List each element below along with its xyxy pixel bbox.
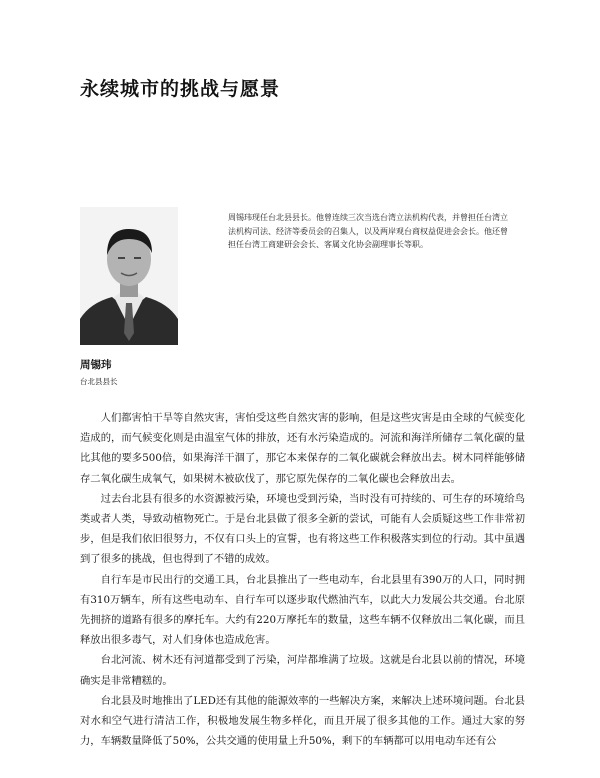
paragraph: 台北县及时地推出了LED还有其他的能源效率的一些解决方案，来解决上述环境问题。台北县对水和空气进行清洁工作，积极地发展生物多样化，而且开展了很多其他的工作。通过大家的努力，车辆数量降低了50%，公共交通的使用量上升50%，剩下的车辆都可以用电动车还有公 xyxy=(80,694,525,748)
paragraph: 人们都害怕干旱等自然灾害，害怕受这些自然灾害的影响，但是这些灾害是由全球的气候变化造成的，而气候变化则是由温室气体的排放，还有水污染造成的。河流和海洋所储存二氧化碳的量比其他的要多500倍，如果海洋干涸了，那它本来保存的二氧化碳就会释放出去。树木同样能够储存二氧化碳生成氧气，如果树木被砍伐了，那它原先保存的二氧化碳也会释放出去。 xyxy=(80,412,525,485)
author-photo xyxy=(80,207,178,345)
author-bio: 周锡玮现任台北县县长。他曾连续三次当选台湾立法机构代表，并曾担任台湾立法机构司法、经济等委员会的召集人，以及两岸观台商权益促进会会长。他还曾担任台湾工商建研会会长、客属文化协会副理事长等职。 xyxy=(228,213,508,250)
author-name: 周锡玮 xyxy=(80,359,112,371)
portrait-image xyxy=(80,207,178,345)
page-title: 永续城市的挑战与愿景 xyxy=(80,78,281,100)
author-position: 台北县县长 xyxy=(80,377,118,386)
paragraph: 自行车是市民出行的交通工具，台北县推出了一些电动车，台北县里有390万的人口，同时拥有310万辆车，所有这些电动车、自行车可以逐步取代燃油汽车，以此大力发展公共交通。台北原先拥挤的道路有很多的摩托车。大约有220万摩托车的数量，这些车辆不仅释放出二氧化碳，而且释放出很多毒气，对人们身体也造成危害。 xyxy=(80,573,525,647)
article-body xyxy=(80,408,525,751)
paragraph: 过去台北县有很多的水资源被污染，环境也受到污染，当时没有可持续的、可生存的环境给鸟类或者人类，导致动植物死亡。于是台北县做了很多全新的尝试，可能有人会质疑这些工作非常初步，但是我们依旧很努力，不仅有口头上的宣誓，也有将这些工作积极落实到位的行动。其中虽遇到了很多的挑战，但也得到了不错的成效。 xyxy=(80,492,525,566)
paragraph: 台北河流、树木还有河道都受到了污染，河岸都堆满了垃圾。这就是台北县以前的情况，环境确实是非常糟糕的。 xyxy=(80,654,525,687)
